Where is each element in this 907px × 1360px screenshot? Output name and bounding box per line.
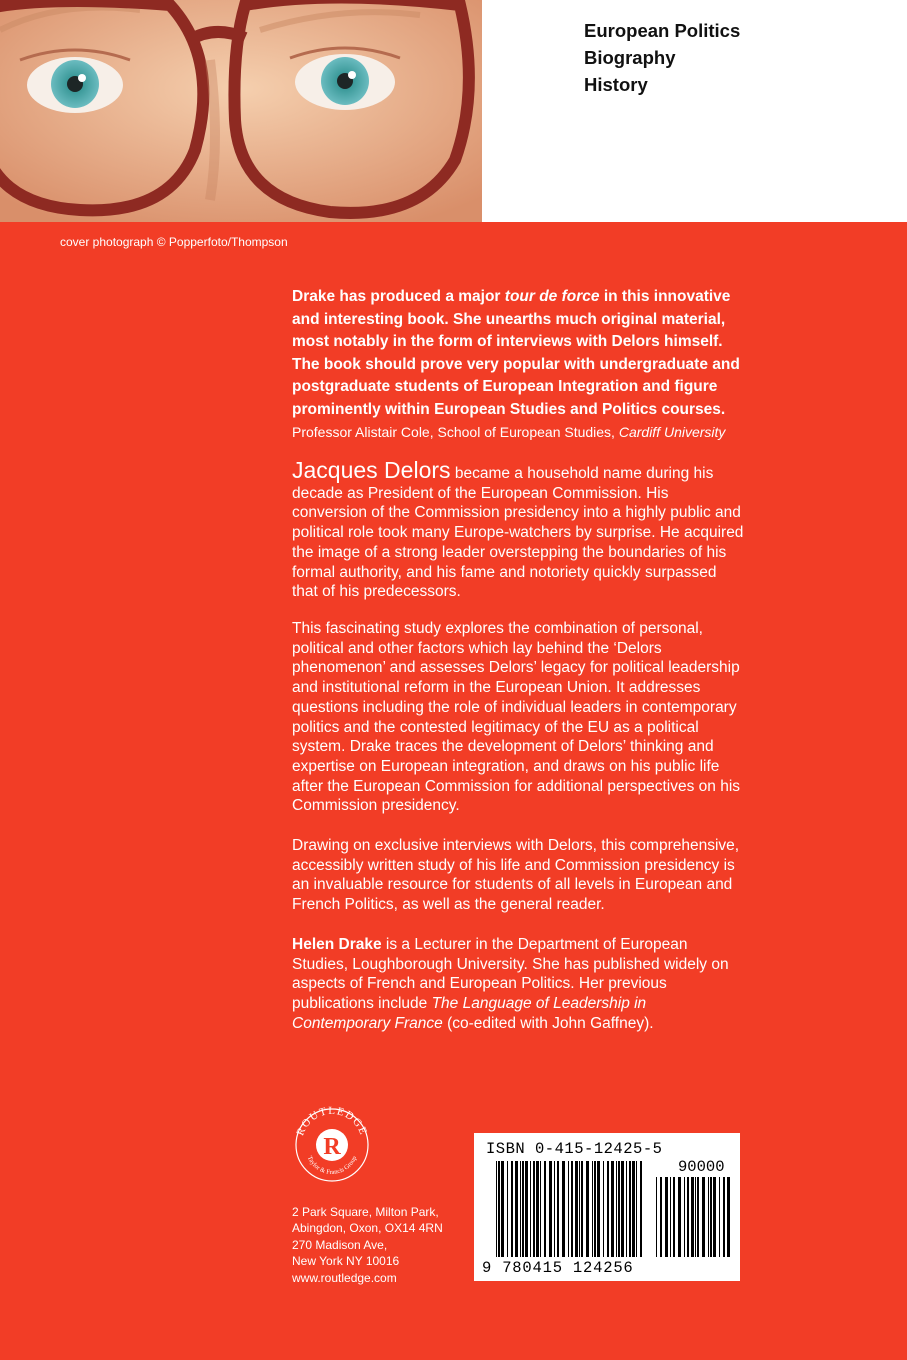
barcode-bar xyxy=(616,1161,617,1257)
author-paragraph xyxy=(292,935,744,1034)
barcode-bar xyxy=(611,1161,614,1257)
barcode-bar xyxy=(603,1161,604,1257)
barcode-bar xyxy=(621,1161,624,1257)
barcode-bar xyxy=(579,1161,580,1257)
routledge-logo-icon xyxy=(292,1104,372,1186)
barcode-bar xyxy=(673,1177,675,1257)
barcode-bar xyxy=(636,1161,637,1257)
photo-credit: cover photograph © Popperfoto/Thompson xyxy=(60,235,288,249)
barcode-bar xyxy=(702,1177,705,1257)
barcode-bar xyxy=(557,1161,559,1257)
barcode-bar xyxy=(498,1161,500,1257)
barcode-bar xyxy=(592,1161,593,1257)
study-paragraph: This fascinating study explores the combination of personal, political and other factors which lay behind the ‘Delors phenomenon’ and assesses Delors’ legacy for political leadership and institutional reform in the European Union. It addresses questions including the role of individual leaders in contemporary politics and the contested legitimacy of the EU as a political system. Drake traces the development of Delors’ thinking and expertise on European integration, and draws on his public life after the European Commission for additional perspectives on his Commission presidency. xyxy=(292,619,741,815)
barcode-bar xyxy=(665,1177,668,1257)
isbn-label: ISBN 0-415-12425-5 xyxy=(486,1140,663,1158)
barcode-bar xyxy=(629,1161,631,1257)
barcode-bar xyxy=(695,1177,696,1257)
barcode-bar xyxy=(549,1161,552,1257)
back-cover-text xyxy=(292,286,744,1033)
barcode-bar xyxy=(697,1177,699,1257)
barcode-bar xyxy=(520,1161,521,1257)
barcode-bar xyxy=(691,1177,694,1257)
category-item: European Politics xyxy=(584,20,741,41)
category-list xyxy=(584,17,740,98)
barcode-bar xyxy=(723,1177,725,1257)
category-item: Biography xyxy=(584,47,676,68)
barcode-bar xyxy=(687,1177,689,1257)
review-text: Drake has produced a major xyxy=(292,288,505,305)
barcode-bar xyxy=(586,1161,589,1257)
addon-barcode-bars xyxy=(656,1177,730,1257)
intro-paragraph xyxy=(292,457,744,602)
intro-text: became a household name during his decade as President of the European Commission. His conversion of the Commission presidency into a highly public and political role took many Europe-watchers by surprise. He acquired the image of a strong leader overstepping the boundaries of his formal authority, and his fame and notoriety quickly surpassed that of his predecessors. xyxy=(292,465,744,601)
barcode-bar xyxy=(511,1161,513,1257)
subject-name: Jacques Delors xyxy=(292,457,451,484)
barcode-bar xyxy=(501,1161,504,1257)
barcode-bar xyxy=(727,1177,730,1257)
barcode-bar xyxy=(678,1177,681,1257)
author-bio-end: (co-edited with John Gaffney). xyxy=(442,1014,654,1032)
barcode-bar xyxy=(568,1161,569,1257)
barcode-bar xyxy=(594,1161,596,1257)
review-quote xyxy=(292,286,744,422)
logo-wordmark: ROUTLEDGE xyxy=(294,1104,370,1138)
barcode-bar xyxy=(626,1161,627,1257)
barcode-bar xyxy=(684,1177,685,1257)
barcode-bar xyxy=(713,1177,716,1257)
address-line: New York NY 10016 xyxy=(292,1254,400,1269)
barcode-bar xyxy=(571,1161,573,1257)
barcode-bar xyxy=(640,1161,642,1257)
category-item: History xyxy=(584,74,648,95)
categories-panel xyxy=(482,0,907,222)
review-italic: tour de force xyxy=(504,288,600,305)
logo-subtext: Taylor & Francis Group xyxy=(305,1155,359,1177)
main-barcode-bars xyxy=(496,1161,642,1257)
address-line: 270 Madison Ave, xyxy=(292,1237,388,1252)
publisher-block xyxy=(292,1104,462,1286)
ean-number: 9 780415 124256 xyxy=(482,1259,634,1277)
author-book-title: The Language of Leadership in Contemporary France xyxy=(292,994,647,1032)
barcode-bar xyxy=(525,1161,528,1257)
barcode-bar xyxy=(618,1161,620,1257)
barcode-bar xyxy=(522,1161,524,1257)
attribution-text: Professor Alistair Cole, School of European Studies, xyxy=(292,423,619,440)
barcode-bar xyxy=(575,1161,578,1257)
interviews-paragraph: Drawing on exclusive interviews with Delors, this comprehensive, accessibly written study of his life and Commission presidency is an invaluable resource for students of all levels in European and French Politics, as well as the general reader. xyxy=(292,837,740,914)
review-attribution xyxy=(292,422,744,443)
address-line: Abingdon, Oxon, OX14 4RN xyxy=(292,1221,443,1236)
barcode-bar xyxy=(632,1161,635,1257)
barcode-bar xyxy=(540,1161,541,1257)
isbn-barcode xyxy=(474,1133,740,1281)
barcode-bar xyxy=(710,1177,712,1257)
barcode-bar xyxy=(536,1161,539,1257)
barcode-bar xyxy=(719,1177,720,1257)
barcode-bar xyxy=(554,1161,555,1257)
author-bio: is a Lecturer in the Department of European Studies, Loughborough University. She has published widely on aspects of French and European Politics. Her previous publications include xyxy=(292,935,729,1012)
barcode-graphic xyxy=(474,1133,740,1281)
author-name: Helen Drake xyxy=(292,935,382,953)
barcode-bar xyxy=(607,1161,609,1257)
price-code-label: 90000 xyxy=(678,1158,725,1176)
barcode-bar xyxy=(562,1161,565,1257)
barcode-bar xyxy=(544,1161,546,1257)
publisher-address xyxy=(292,1204,462,1286)
glasses-eyes-illustration xyxy=(0,0,482,222)
review-text-end: in this innovative and interesting book. She unearths much original material, most notably in the form of interviews with Delors himself. The book should prove very popular with undergraduate and postgraduate students of European Integration and figure prominently within European Studies and Politics courses. xyxy=(292,288,740,418)
cover-photograph xyxy=(0,0,482,222)
barcode-bar xyxy=(496,1161,497,1257)
barcode-bar xyxy=(533,1161,535,1257)
publisher-website: www.routledge.com xyxy=(292,1270,397,1285)
barcode-bar xyxy=(660,1177,662,1257)
barcode-bar xyxy=(656,1177,657,1257)
barcode-bar xyxy=(708,1177,709,1257)
address-line: 2 Park Square, Milton Park, xyxy=(292,1205,439,1219)
logo-letter: R xyxy=(323,1134,341,1160)
barcode-bar xyxy=(530,1161,531,1257)
attribution-italic: Cardiff University xyxy=(618,423,726,440)
barcode-bar xyxy=(597,1161,600,1257)
barcode-bar xyxy=(507,1161,508,1257)
barcode-bar xyxy=(581,1161,583,1257)
barcode-bar xyxy=(670,1177,671,1257)
barcode-bar xyxy=(515,1161,518,1257)
